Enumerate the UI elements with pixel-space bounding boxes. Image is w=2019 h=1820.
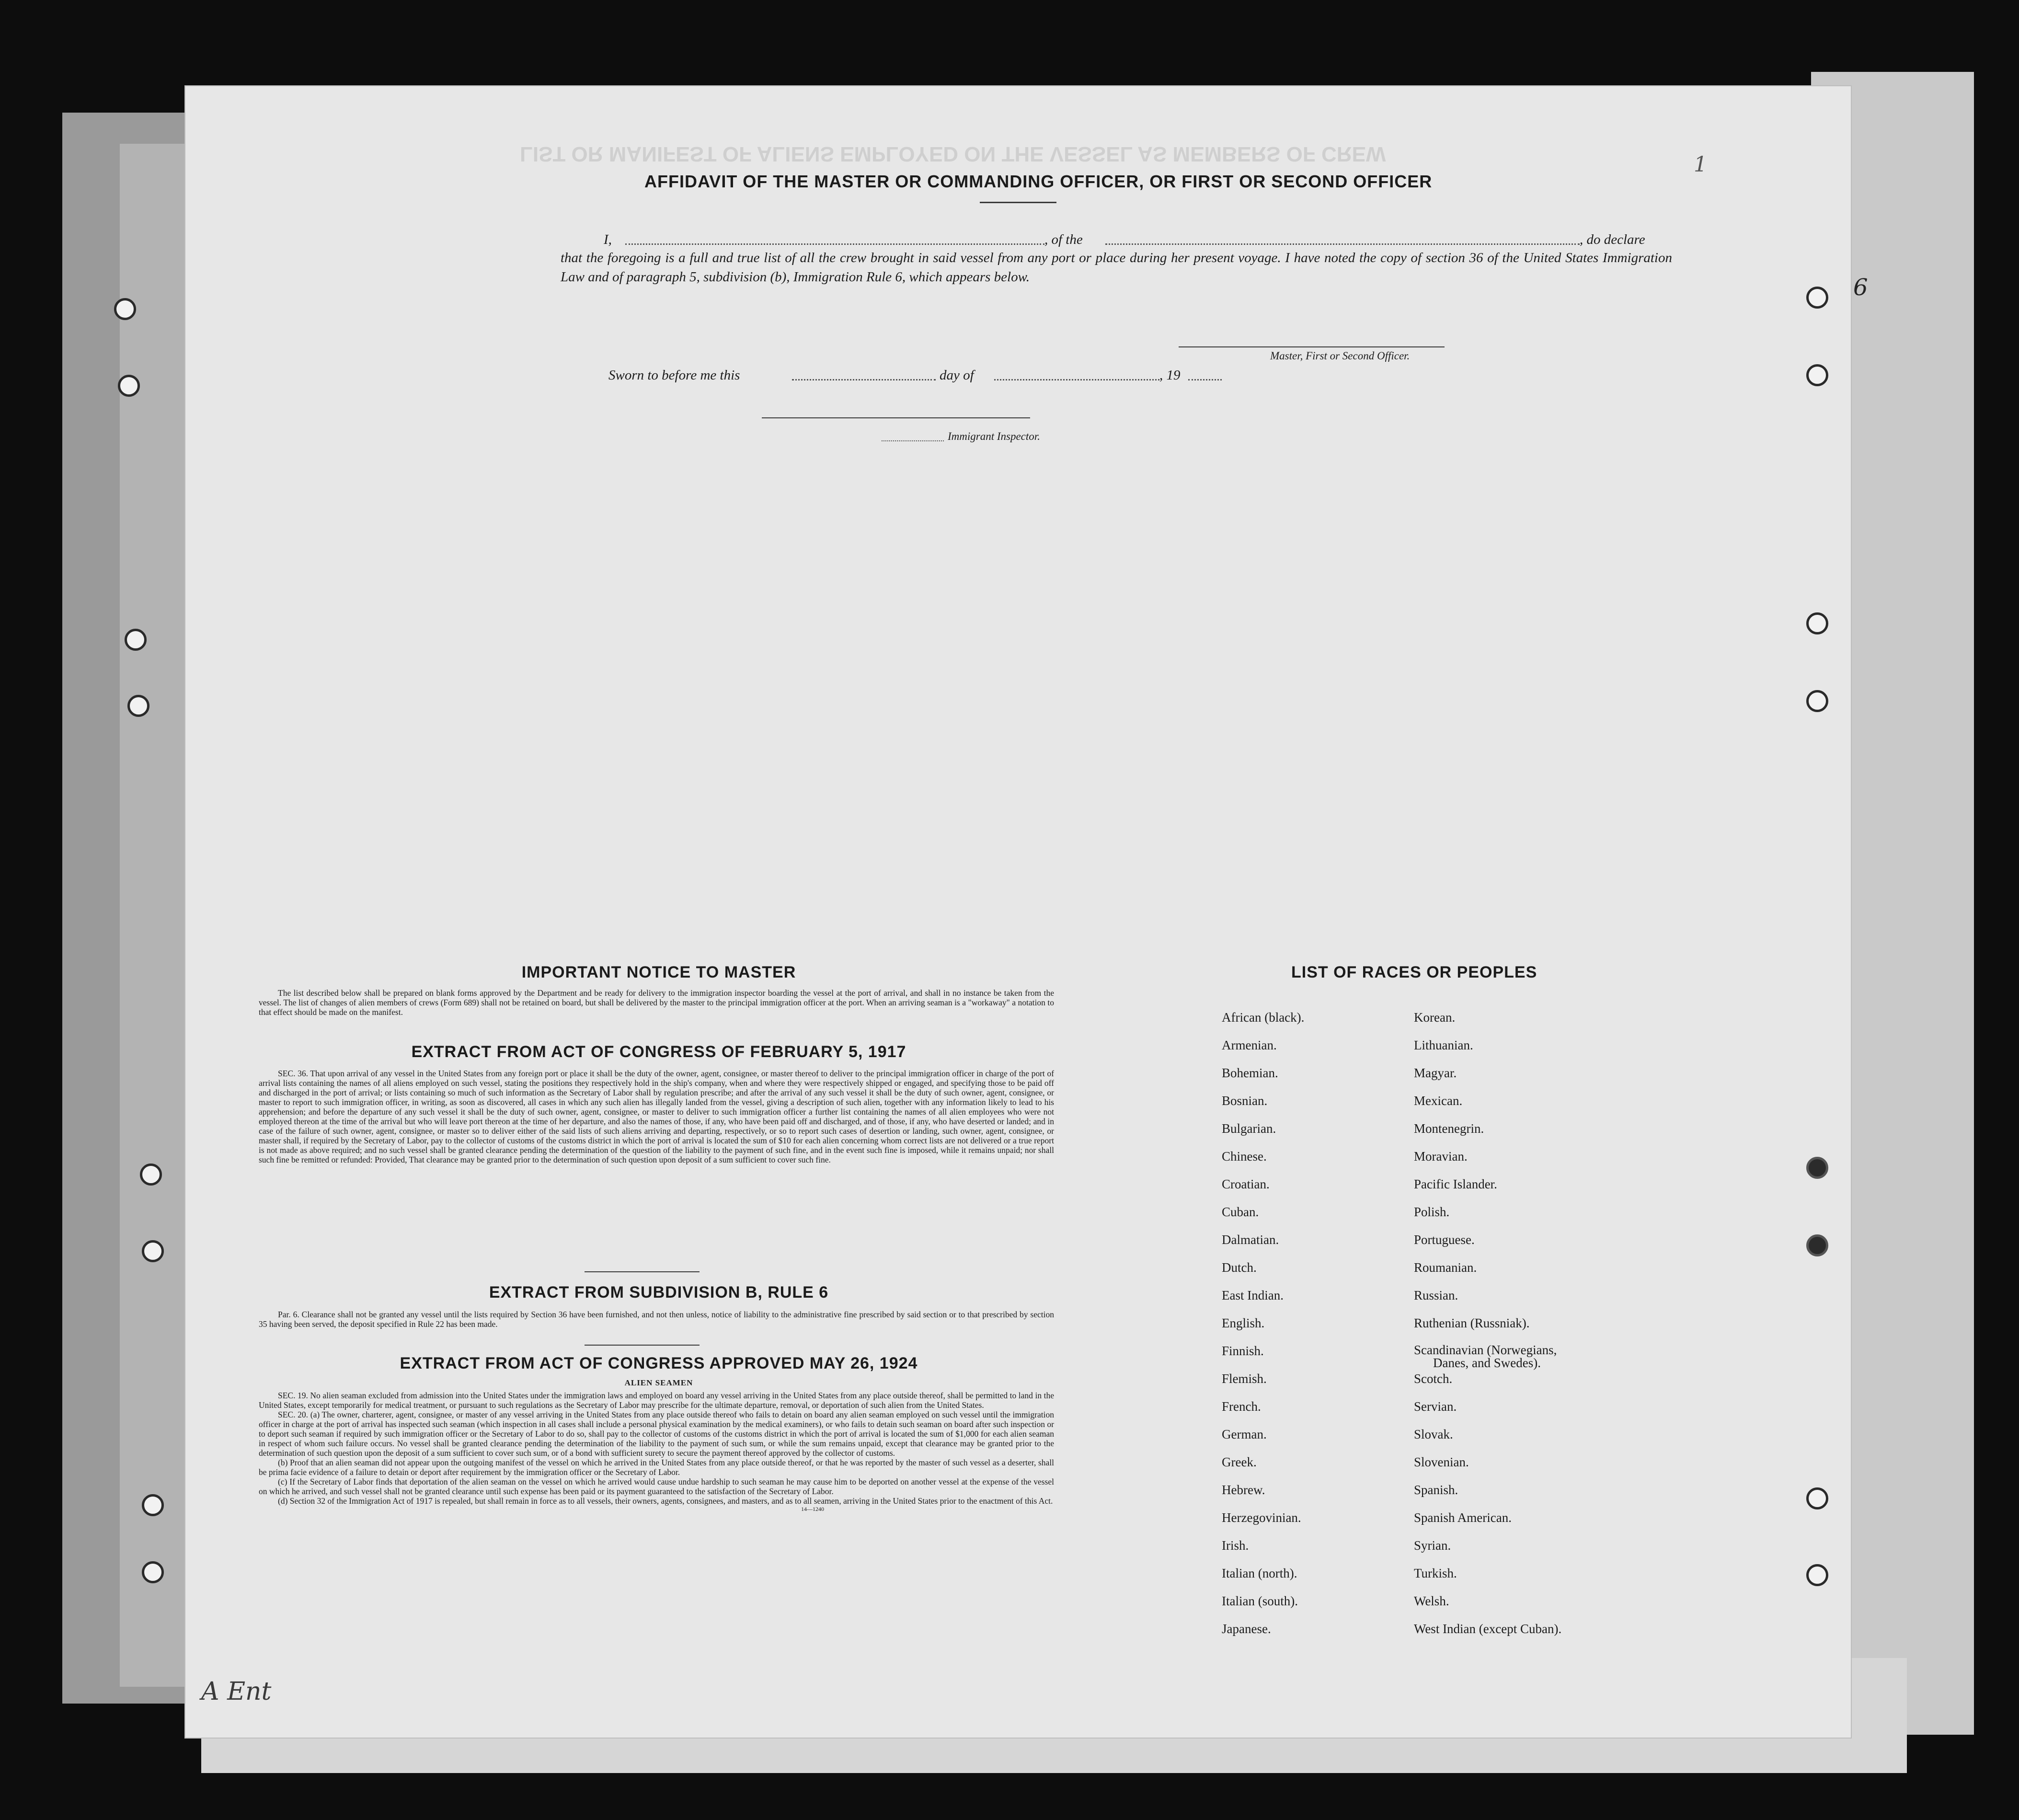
extract-1917-title: EXTRACT FROM ACT OF CONGRESS OF FEBRUARY 5, 1917 bbox=[411, 1043, 906, 1061]
handwritten-corner-mark: 6 bbox=[1853, 274, 1868, 301]
section-divider bbox=[585, 1271, 700, 1272]
affidavit-body: that the foregoing is a full and true list of all the crew brought in said vessel from any port or place during her present voyage. I have noted the copy of section 36 of the United States Immigration Law and of paragraph 5, subdivision (b), Immigration Rule 6, which appears below. bbox=[561, 250, 1672, 285]
handwritten-scribble: A Ent bbox=[201, 1677, 272, 1706]
binder-hole bbox=[125, 629, 147, 651]
binder-hole bbox=[142, 1240, 164, 1262]
race-item: Spanish American. bbox=[1414, 1510, 1512, 1525]
sworn-year-field[interactable] bbox=[1188, 379, 1222, 380]
race-item: Slovenian. bbox=[1414, 1455, 1469, 1469]
race-item: Lithuanian. bbox=[1414, 1038, 1473, 1052]
race-item: East Indian. bbox=[1222, 1288, 1284, 1302]
races-column-2 bbox=[1414, 1010, 1561, 1649]
notice-text: The list described below shall be prepared on blank forms approved by the Department and be ready for delivery to the immigration inspector boarding the vessel at the port of arrival, and shall in no instance be taken from the vessel. The list of changes of alien members of crews (Form 689) shall not be retained on board, but shall be delivered by the master to the principal immigration officer at the port. When an arriving seaman is a "workaway" a notation to that effect should be made on the manifest. bbox=[259, 988, 1054, 1017]
extract-1924-paragraph: SEC. 20. (a) The owner, charterer, agent, consignee, or master of any vessel arriving in the United States from any place outside thereof who fails to detain on board any alien seaman employed on such vessel until the immigration officer in charge at the port of arrival has inspected such seaman (which inspection in all cases shall include a personal physical examination by the medical examiners), or who fails to detain such seaman on board after such inspection or to deport such seaman if required by such immigration officer or the Secretary of Labor to do so, shall pay to the collector of customs of the customs district in which the port of arrival is located the sum of $1,000 for each alien seaman in respect of whom such failure occurs. No vessel shall be granted clearance pending the determination of the liability to the payment of such sum, or while the sum remains unpaid, except that clearance may be granted prior to the determination of such question upon the deposit of a sum sufficient to cover such sum, or of a bond with sufficient surety to secure the payment thereof approved by the collector of customs. bbox=[259, 1410, 1054, 1458]
race-item: Scandinavian (Norwegians, bbox=[1414, 1343, 1557, 1357]
race-item: Italian (south). bbox=[1222, 1594, 1298, 1608]
binder-hole bbox=[1806, 1487, 1828, 1509]
sworn-label: Sworn to before me this bbox=[608, 368, 740, 383]
alien-seamen-subtitle: ALIEN SEAMEN bbox=[624, 1378, 693, 1387]
extract-1924-paragraph: SEC. 19. No alien seaman excluded from admission into the United States under the immigration laws and employed on board any vessel arriving in the United States from any place outside thereof, shall be permitted to land in the United States, except temporarily for medical treatment, or pursuant to such regulations as the Secretary of Labor may prescribe for the ultimate departure, removal, or deportation of such alien from the United States. bbox=[259, 1391, 1054, 1410]
day-of-label: day of bbox=[940, 368, 974, 383]
binder-hole bbox=[114, 298, 136, 320]
affidavit-page bbox=[184, 85, 1852, 1739]
extract-rule6-text: Par. 6. Clearance shall not be granted any vessel until the lists required by Section 36 have been furnished, and not then unless, notice of liability to the administrative fine prescribed by said section or to that prescribed by section 35 having been served, the deposit specified in Rule 22 has been made. bbox=[259, 1310, 1054, 1329]
binder-hole bbox=[140, 1163, 162, 1186]
races-column-1 bbox=[1222, 1010, 1304, 1649]
year-prefix: , 19 bbox=[1159, 368, 1181, 383]
race-item: African (black). bbox=[1222, 1010, 1305, 1025]
race-item: Dalmatian. bbox=[1222, 1233, 1279, 1247]
race-item: Bulgarian. bbox=[1222, 1121, 1276, 1136]
extract-rule6-title: EXTRACT FROM SUBDIVISION B, RULE 6 bbox=[489, 1283, 829, 1302]
races-title: LIST OF RACES OR PEOPLES bbox=[1291, 963, 1537, 981]
form-number: 14—1240 bbox=[801, 1506, 824, 1512]
race-item: Finnish. bbox=[1222, 1344, 1264, 1358]
race-item: Italian (north). bbox=[1222, 1566, 1297, 1580]
binder-hole bbox=[1806, 612, 1828, 634]
race-item: Japanese. bbox=[1222, 1622, 1271, 1636]
binder-hole bbox=[1806, 364, 1828, 386]
affidavit-of-the: , of the bbox=[1044, 232, 1083, 247]
race-item: Armenian. bbox=[1222, 1038, 1277, 1052]
binder-hole bbox=[127, 695, 149, 717]
affidavit-title: AFFIDAVIT OF THE MASTER OR COMMANDING OFFICER, OR FIRST OR SECOND OFFICER bbox=[644, 172, 1433, 191]
race-item-continuation: Danes, and Swedes). bbox=[1433, 1356, 1541, 1370]
race-item: Montenegrin. bbox=[1414, 1121, 1484, 1136]
extract-1924-paragraph: (b) Proof that an alien seaman did not appear upon the outgoing manifest of the vessel on which he arrived in the United States from any place outside thereof, or that he was reported by the master of such vessel as a deserter, shall be prima facie evidence of a failure to detain or deport after requirement by the immigration officer or the Secretary of Labor. bbox=[259, 1458, 1054, 1477]
race-item: German. bbox=[1222, 1427, 1267, 1441]
binder-hole bbox=[142, 1494, 164, 1516]
race-item: Welsh. bbox=[1414, 1594, 1449, 1608]
master-signature-line[interactable] bbox=[1179, 346, 1445, 347]
binder-hole bbox=[1806, 1564, 1828, 1586]
binder-hole bbox=[1806, 1234, 1828, 1256]
binder-hole bbox=[1806, 287, 1828, 309]
bleed-through-header: LIST OR MANIFEST OF ALIENS EMPLOYED ON THE VESSEL AS MEMBERS OF CREW bbox=[520, 142, 1386, 166]
race-item: Chinese. bbox=[1222, 1149, 1267, 1163]
race-item: Flemish. bbox=[1222, 1371, 1267, 1386]
race-item: Moravian. bbox=[1414, 1149, 1468, 1163]
vessel-name-field[interactable] bbox=[1105, 243, 1580, 245]
race-item: Slovak. bbox=[1414, 1427, 1453, 1441]
handwritten-page-number: 1 bbox=[1694, 152, 1707, 177]
race-item: Bosnian. bbox=[1222, 1094, 1268, 1108]
race-item: Scotch. bbox=[1414, 1371, 1453, 1386]
binder-hole bbox=[142, 1561, 164, 1583]
race-item: Herzegovinian. bbox=[1222, 1510, 1301, 1525]
race-item: Mexican. bbox=[1414, 1094, 1463, 1108]
race-item: West Indian (except Cuban). bbox=[1414, 1622, 1562, 1636]
race-item: Polish. bbox=[1414, 1205, 1450, 1219]
race-item: English. bbox=[1222, 1316, 1265, 1330]
race-item: Servian. bbox=[1414, 1399, 1457, 1414]
master-name-field[interactable] bbox=[625, 243, 1044, 245]
inspector-label: Immigrant Inspector. bbox=[948, 430, 1040, 442]
extract-1924-title: EXTRACT FROM ACT OF CONGRESS APPROVED MAY 26, 1924 bbox=[400, 1354, 918, 1372]
extract-1924-body bbox=[259, 1391, 1054, 1513]
race-item: Bohemian. bbox=[1222, 1066, 1278, 1080]
section-divider bbox=[585, 1345, 700, 1346]
extract-1924-paragraph: (d) Section 32 of the Immigration Act of 1917 is repealed, but shall remain in force as to all vessels, their owners, agents, consignees, and masters, and as to all seamen, arriving in the United States prior to the enactment of this Act. bbox=[278, 1496, 1053, 1506]
title-divider bbox=[980, 202, 1056, 203]
race-item: Irish. bbox=[1222, 1538, 1249, 1553]
notice-title: IMPORTANT NOTICE TO MASTER bbox=[521, 963, 796, 981]
race-item-multiline bbox=[1414, 1344, 1561, 1371]
sworn-day-field[interactable] bbox=[792, 379, 936, 380]
race-item: Portuguese. bbox=[1414, 1233, 1475, 1247]
race-item: Pacific Islander. bbox=[1414, 1177, 1497, 1191]
extract-1924-paragraph: (c) If the Secretary of Labor finds that deportation of the alien seaman on the vessel on which he arrived would cause undue hardship to such seaman he may cause him to be deported on another vessel at the expense of the vessel on which he arrived, and such vessel shall not be granted clearance until such expense has been paid or its payment guaranteed to the satisfaction of the Secretary of Labor. bbox=[259, 1477, 1054, 1496]
affidavit-do-declare: , do declare bbox=[1580, 232, 1645, 247]
race-item: Syrian. bbox=[1414, 1538, 1451, 1553]
binder-hole bbox=[118, 375, 140, 397]
master-signature-label: Master, First or Second Officer. bbox=[1270, 350, 1410, 362]
sworn-month-field[interactable] bbox=[994, 379, 1159, 380]
race-item: Magyar. bbox=[1414, 1066, 1457, 1080]
race-item: Greek. bbox=[1222, 1455, 1257, 1469]
race-item: Korean. bbox=[1414, 1010, 1456, 1025]
race-item: Turkish. bbox=[1414, 1566, 1457, 1580]
race-item: French. bbox=[1222, 1399, 1261, 1414]
binder-hole bbox=[1806, 1157, 1828, 1179]
race-item: Croatian. bbox=[1222, 1177, 1270, 1191]
race-item: Hebrew. bbox=[1222, 1483, 1265, 1497]
race-item: Russian. bbox=[1414, 1288, 1458, 1302]
inspector-signature-line[interactable] bbox=[762, 417, 1030, 418]
extract-1917-text: SEC. 36. That upon arrival of any vessel in the United States from any foreign port or place it shall be the duty of the owner, agent, consignee, or master thereof to deliver to the principal immigration officer in charge of the port of arrival lists containing the names of all aliens employed on such vessel, stating the positions they respectively hold in the ship's company, when and where they were respectively shipped or engaged, and specifying those to be paid off and discharged in the port of arrival; or lists containing so much of such information as the Secretary of Labor shall by regulation prescribe; and after the arrival of any such vessel it shall be the duty of such owner, agent, consignee, or master to report to such immigration officer, in writing, as soon as discovered, all cases in which any such alien has illegally landed from the vessel, giving a description of such alien, together with any information likely to lead to his apprehension; and before the departure of any such vessel it shall be the duty of such owner, agent, consignee, or master to deliver to such immigration officer a further list containing the names of all alien employees who were not employed thereon at the time of the arrival but who will leave port thereon at the time of her departure, and also the names of those, if any, who have been paid off and discharged, and of those, if any, who have deserted or landed; and in case of the failure of such owner, agent, consignee, or master so to deliver either of the said lists of such aliens arriving and departing, respectively, or so to report such cases of desertion or landing, such owner, agent, consignee, or master shall, if required by the Secretary of Labor, pay to the collector of customs of the customs district in which the port of arrival is located the sum of $10 for each alien concerning whom correct lists are not delivered or a true report is not made as above required; and no such vessel shall be granted clearance pending the determination of the question of the liability to the payment of such fine, and in the event such fine is imposed, while it remains unpaid; nor shall such fine be remitted or refunded: Provided, That clearance may be granted prior to the determination of such question upon deposit of a sum sufficient to cover such fine. bbox=[259, 1069, 1054, 1164]
race-item: Roumanian. bbox=[1414, 1260, 1477, 1275]
race-item: Cuban. bbox=[1222, 1205, 1259, 1219]
race-item: Spanish. bbox=[1414, 1483, 1458, 1497]
binder-hole bbox=[1806, 690, 1828, 712]
race-item: Dutch. bbox=[1222, 1260, 1257, 1275]
affidavit-i-label: I, bbox=[604, 232, 612, 247]
inspector-leader bbox=[882, 440, 944, 441]
race-item: Ruthenian (Russniak). bbox=[1414, 1316, 1530, 1330]
